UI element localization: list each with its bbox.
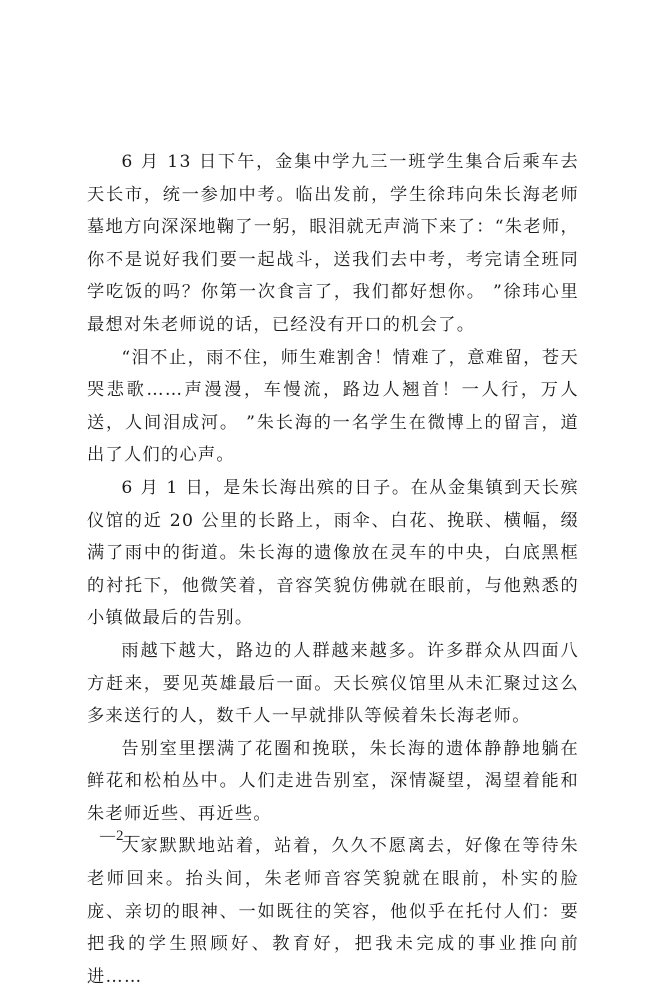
paragraph-2: “泪不止，雨不住，师生难割舍！情难了，意难留，苍天哭悲歌……声漫漫，车慢流，路边人翘首！一人行，万人送，人间泪成河。 ”朱长海的一名学生在微博上的留言，道出了人们的心声。 bbox=[87, 347, 579, 466]
page-number: —2— bbox=[100, 828, 141, 844]
body-text bbox=[87, 146, 579, 993]
paragraph-4: 雨越下越大，路边的人群越来越多。许多群众从四面八方赶来，要见英雄最后一面。天长殡仪馆里从未汇聚过这么多来送行的人，数千人一早就排队等候着朱长海老师。 bbox=[87, 640, 579, 727]
paragraph-6: 大家默默地站着，站着，久久不愿离去，好像在等待朱老师回来。抬头间，朱老师音容笑貌就在眼前，朴实的脸庞、亲切的眼神、一如既往的笑容，他似乎在托付人们：要把我的学生照顾好、教育好，把我未完成的事业推向前进…… bbox=[87, 836, 579, 987]
paragraph-3: 6 月 1 日，是朱长海出殡的日子。在从金集镇到天长殡仪馆的近 20 公里的长路上，雨伞、白花、挽联、横幅，缀满了雨中的街道。朱长海的遗像放在灵车的中央，白底黑框的衬托下，他微笑着，音容笑貌仿佛就在眼前，与他熟悉的小镇做最后的告别。 bbox=[87, 477, 579, 629]
paragraph-5: 告别室里摆满了花圈和挽联，朱长海的遗体静静地躺在鲜花和松柏丛中。人们走进告别室，深情凝望，渴望着能和朱老师近些、再近些。 bbox=[87, 738, 579, 824]
paragraph-1: 6 月 13 日下午，金集中学九三一班学生集合后乘车去天长市，统一参加中考。临出发前，学生徐玮向朱长海老师墓地方向深深地鞠了一躬，眼泪就无声淌下来了：“朱老师，你不是说好我们要一起战斗，送我们去中考，考完请全班同学吃饭的吗？你第一次食言了，我们都好想你。 ”徐玮心里最想对朱老师说的话，已经没有开口的机会了。 bbox=[87, 152, 579, 335]
